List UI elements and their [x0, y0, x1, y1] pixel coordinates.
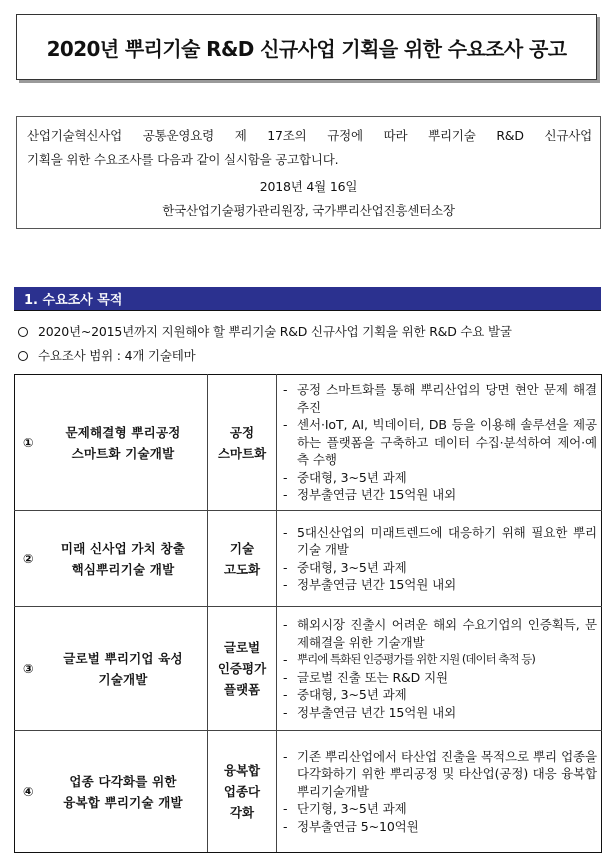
theme-name-line1: 미래 신사업 가치 창출	[60, 540, 186, 556]
theme-name-line1: 글로벌 뿌리기업 육성	[63, 650, 183, 666]
document-title: 2020년 뿌리기술 R&D 신규사업 기획을 위한 수요조사 공고	[16, 14, 597, 80]
detail-item: - 뿌리에 특화된 인증평가를 위한 지원 (데이터 축적 등)	[283, 652, 535, 667]
detail-item: - 정부출연금 년간 15억원 내외	[283, 704, 457, 720]
detail-item: - 정부출연금 년간 15억원 내외	[283, 487, 457, 503]
theme-number: ③	[23, 661, 34, 676]
notice-text-line2: 기획을 위한 수요조사를 다음과 같이 실시함을 공고합니다.	[27, 152, 339, 167]
table-row	[15, 375, 602, 511]
notice-text-line1: 산업기술혁신사업 공통운영요령 제 17조의 규정에 따라 뿌리기술 R&D 신규사업	[27, 128, 592, 143]
theme-details-cell	[277, 607, 602, 731]
section-header-purpose: 1. 수요조사 목적	[14, 287, 601, 311]
theme-name-line2: 스마트화 기술개발	[71, 445, 175, 461]
theme-category-line1: 공정	[229, 424, 255, 440]
theme-category-line2: 고도화	[223, 561, 261, 577]
theme-name-line2: 핵심뿌리기술 개발	[71, 561, 175, 577]
detail-item: - 해외시장 진출시 어려운 해외 수요기업의 인증획득, 문제해결을 위한 기술개발	[283, 617, 597, 650]
theme-category-line1: 융복합	[223, 763, 261, 778]
table-row	[15, 511, 602, 607]
detail-item: - 글로벌 진출 또는 R&D 지원	[283, 669, 449, 685]
theme-name-cell	[15, 375, 208, 511]
notice-date: 2018년 4월 16일	[259, 179, 358, 194]
bullet-text: 수요조사 범위 : 4개 기술테마	[38, 348, 196, 363]
detail-item: - 중대형, 3~5년 과제	[283, 559, 407, 575]
theme-category-cell	[208, 607, 277, 731]
theme-category-cell	[208, 731, 277, 853]
notice-organizations: 한국산업기술평가관리원장, 국가뿌리산업진흥센터소장	[162, 203, 455, 218]
theme-name-line1: 업종 다각화를 위한	[69, 773, 177, 789]
theme-number: ②	[23, 551, 34, 566]
theme-details-cell	[277, 511, 602, 607]
theme-category-cell	[208, 375, 277, 511]
detail-item: - 중대형, 3~5년 과제	[283, 687, 407, 702]
bullet-item	[18, 347, 195, 365]
theme-category-cell	[208, 511, 277, 607]
theme-number: ①	[23, 435, 34, 450]
detail-item: - 단기형, 3~5년 과제	[283, 801, 407, 817]
theme-name-line2: 융복합 뿌리기술 개발	[63, 794, 183, 810]
theme-details-cell	[277, 375, 602, 511]
theme-category-line3: 각화	[229, 805, 255, 820]
theme-name-cell	[15, 511, 208, 607]
theme-category-line3: 플랫폼	[223, 682, 261, 697]
theme-category-line2: 업종다	[223, 784, 261, 799]
circle-bullet-icon	[18, 351, 28, 361]
detail-item: - 기존 뿌리산업에서 타산업 진출을 목적으로 뿌리 업종을 다각화하기 위한 뿌리공정 및 타산업(공정) 대응 융복합 뿌리기술개발	[283, 748, 597, 799]
detail-item: - 5대신산업의 미래트렌드에 대응하기 위해 필요한 뿌리기술 개발	[283, 524, 597, 557]
circle-bullet-icon	[18, 327, 28, 337]
detail-item: - 공정 스마트화를 통해 뿌리산업의 당면 현안 문제 해결 추진	[283, 382, 597, 415]
theme-category-line1: 글로벌	[223, 640, 261, 655]
themes-table	[14, 374, 602, 853]
theme-name-line1: 문제해결형 뿌리공정	[65, 424, 181, 440]
theme-category-line2: 스마트화	[217, 445, 267, 461]
detail-item: - 정부출연금 년간 15억원 내외	[283, 577, 457, 592]
theme-name-cell	[15, 731, 208, 853]
detail-item: - 정부출연금 5~10억원	[283, 818, 419, 834]
theme-category-line1: 기술	[229, 540, 255, 556]
detail-item: - 중대형, 3~5년 과제	[283, 469, 407, 485]
bullet-text: 2020년~2015년까지 지원해야 할 뿌리기술 R&D 신규사업 기획을 위한 R&D 수요 발굴	[38, 324, 512, 339]
notice-box	[16, 116, 601, 229]
theme-number: ④	[23, 784, 34, 799]
table-row	[15, 607, 602, 731]
theme-name-line2: 기술개발	[98, 671, 148, 687]
detail-item: - 센서·IoT, AI, 빅데이터, DB 등을 이용해 솔루션을 제공하는 플랫폼을 구축하고 데이터 수집·분석하여 제어·예측 수행	[283, 417, 597, 468]
table-row	[15, 731, 602, 853]
theme-name-cell	[15, 607, 208, 731]
theme-category-line2: 인증평가	[217, 661, 267, 676]
theme-details-cell	[277, 731, 602, 853]
bullet-item	[18, 323, 512, 341]
